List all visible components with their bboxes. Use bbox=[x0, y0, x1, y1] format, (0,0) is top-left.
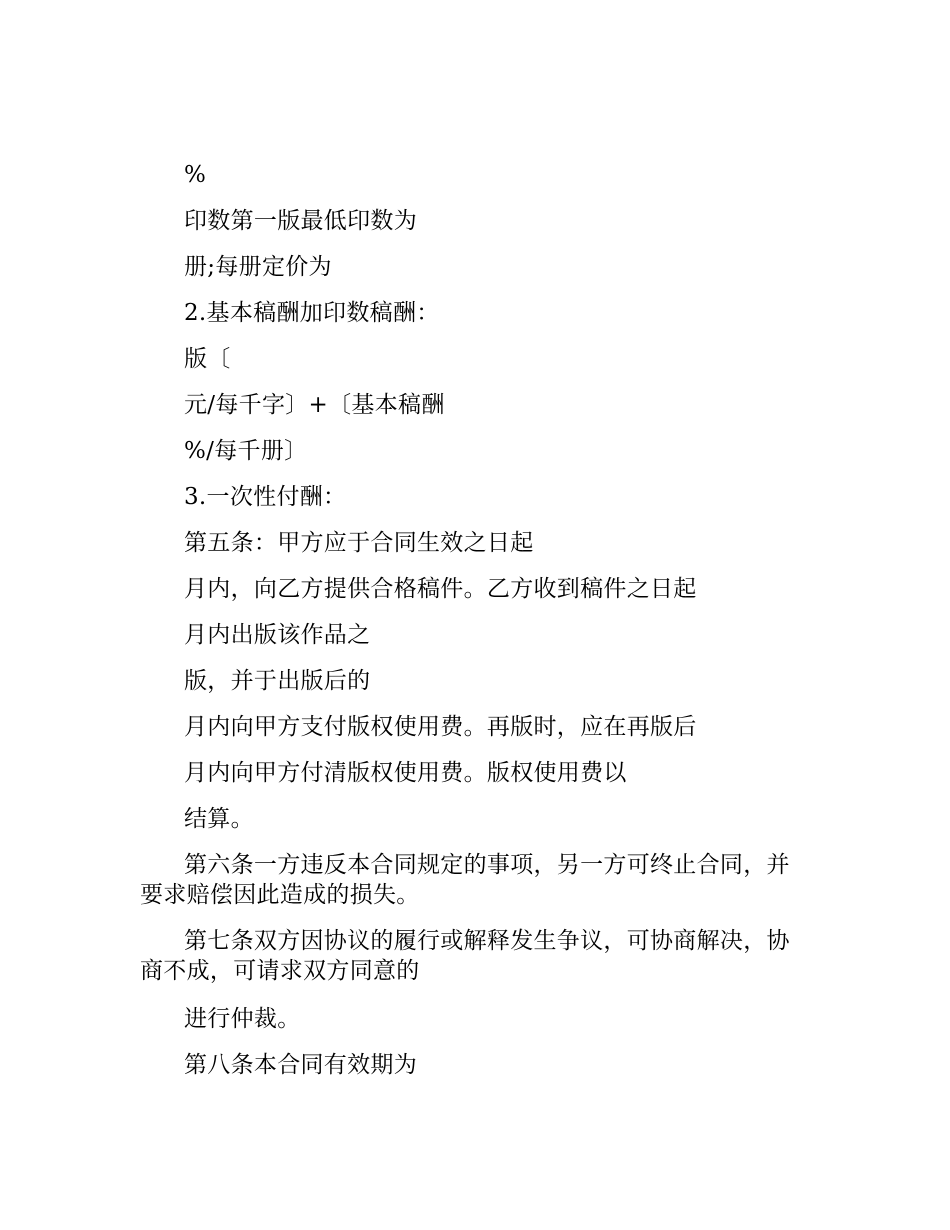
paragraph: 第八条本合同有效期为 bbox=[184, 1052, 417, 1078]
paragraph: 月内，向乙方提供合格稿件。乙方收到稿件之日起 bbox=[184, 576, 697, 602]
paragraph: 第五条：甲方应于合同生效之日起 bbox=[184, 530, 534, 556]
paragraph: 月内出版该作品之 bbox=[184, 622, 371, 648]
paragraph: 版，并于出版后的 bbox=[184, 668, 371, 694]
paragraph: 进行仲裁。 bbox=[184, 1006, 301, 1032]
paragraph: 结算。 bbox=[184, 806, 254, 832]
paragraph: 第六条一方违反本合同规定的事项，另一方可终止合同，并要求赔偿因此造成的损失。 bbox=[140, 852, 790, 908]
paragraph: 印数第一版最低印数为 bbox=[184, 208, 417, 234]
paragraph: 第七条双方因协议的履行或解释发生争议，可协商解决，协商不成，可请求双方同意的 bbox=[140, 928, 790, 984]
paragraph: 元/每千字〕+〔基本稿酬 bbox=[184, 392, 445, 418]
paragraph: 月内向甲方支付版权使用费。再版时，应在再版后 bbox=[184, 714, 697, 740]
paragraph: % bbox=[184, 162, 207, 188]
paragraph: 版〔 bbox=[184, 346, 231, 372]
paragraph: %/每千册〕 bbox=[184, 438, 308, 464]
paragraph: 3.一次性付酬： bbox=[184, 484, 347, 510]
paragraph: 册;每册定价为 bbox=[184, 254, 332, 280]
paragraph: 2.基本稿酬加印数稿酬： bbox=[184, 300, 440, 326]
paragraph: 月内向甲方付清版权使用费。版权使用费以 bbox=[184, 760, 627, 786]
